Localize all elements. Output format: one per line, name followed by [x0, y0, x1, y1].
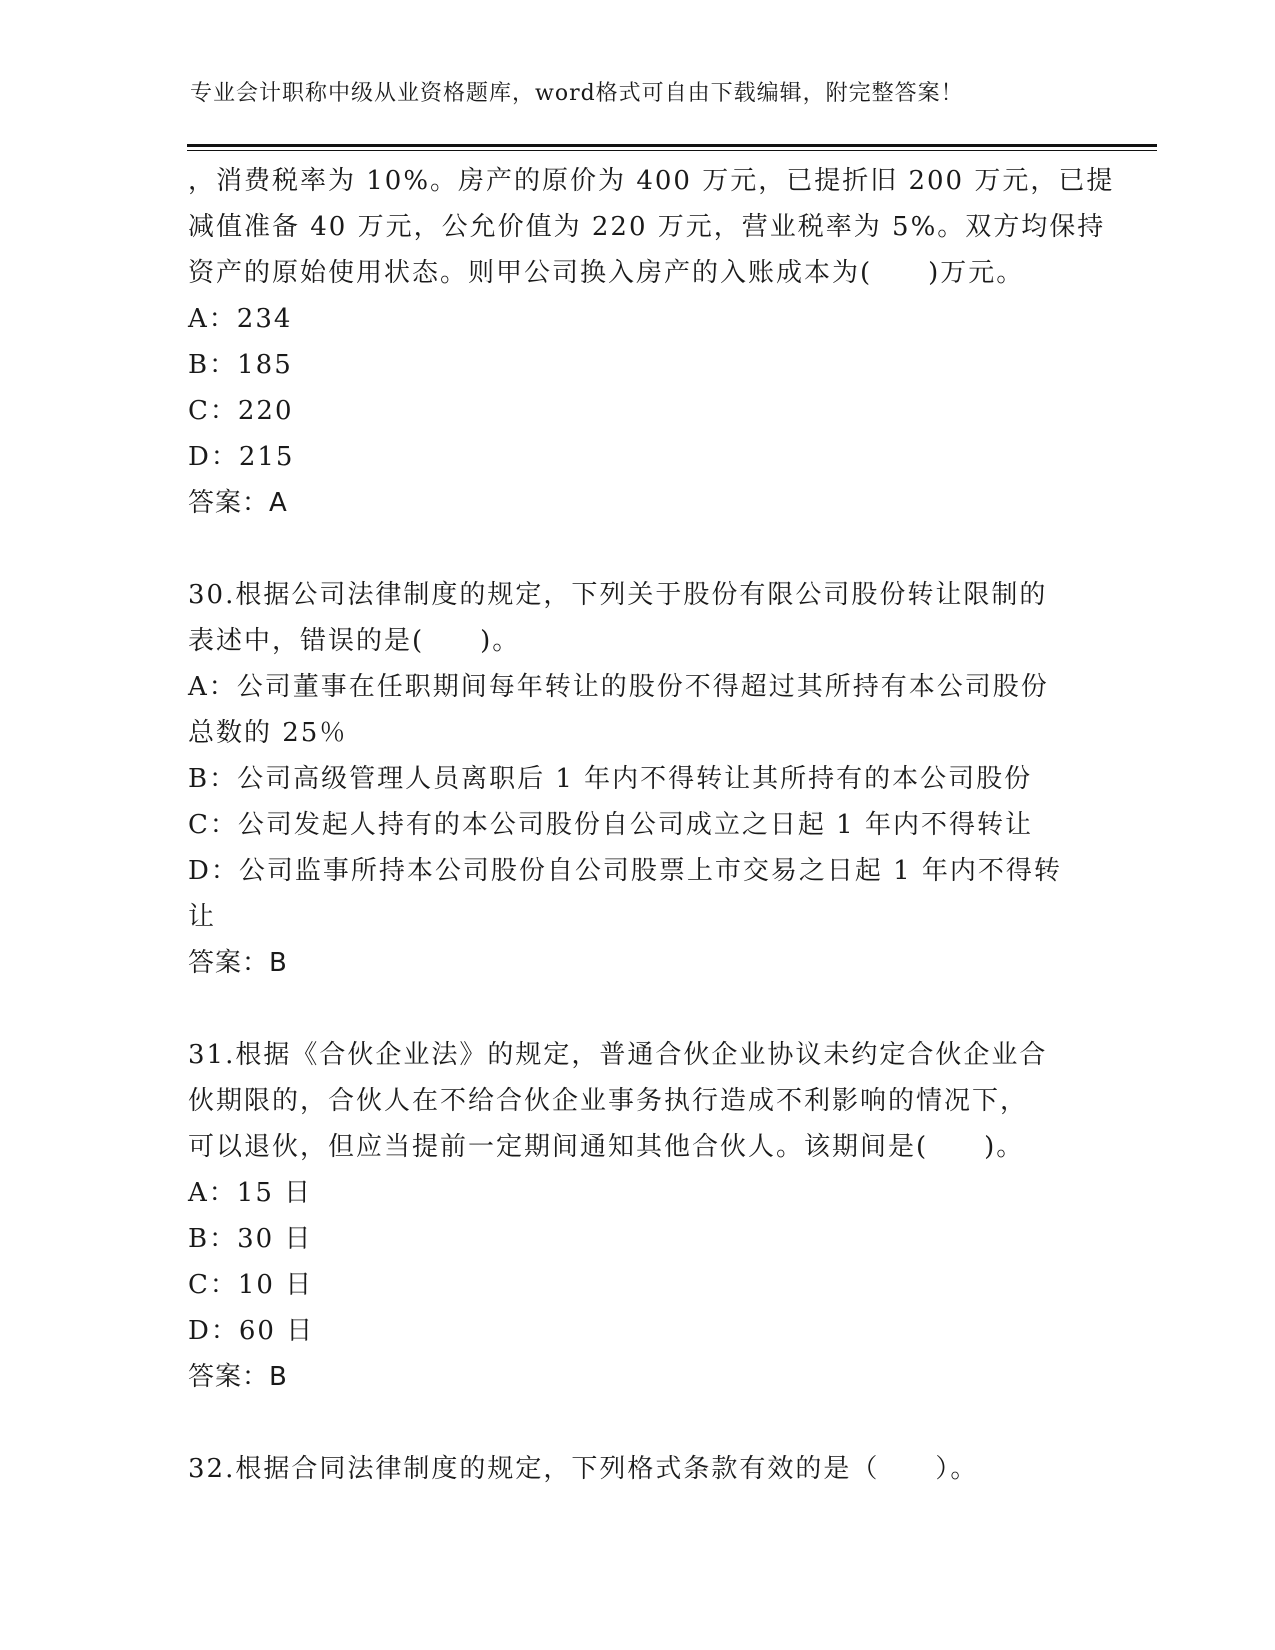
spacer	[188, 986, 1088, 1032]
option-a: A：15 日	[188, 1178, 313, 1208]
option-c: C：220	[188, 396, 294, 426]
spacer	[188, 1400, 1088, 1446]
option-c: C：公司发起人持有的本公司股份自公司成立之日起 1 年内不得转让	[188, 810, 1033, 840]
option-b: B：185	[188, 350, 293, 380]
option-a-continued: 总数的 25％	[188, 718, 348, 748]
option-b: B：30 日	[188, 1224, 313, 1254]
question-30	[188, 572, 1088, 986]
question-text-line: 30.根据公司法律制度的规定，下列关于股份有限公司股份转让限制的	[188, 580, 1048, 610]
spacer	[188, 526, 1088, 572]
answer-label: 答案：B	[188, 1362, 288, 1392]
page-header: 专业会计职称中级从业资格题库，word格式可自由下载编辑，附完整答案！	[190, 81, 964, 106]
question-31	[188, 1032, 1088, 1400]
option-d: D：公司监事所持本公司股份自公司股票上市交易之日起 1 年内不得转	[188, 856, 1062, 886]
question-text-line: 资产的原始使用状态。则甲公司换入房产的入账成本为( )万元。	[188, 258, 1025, 288]
option-a: A：公司董事在任职期间每年转让的股份不得超过其所持有本公司股份	[188, 672, 1049, 702]
page-body	[188, 158, 1115, 1492]
header-rule-thin	[187, 150, 1157, 151]
question-text-line: 表述中，错误的是( )。	[188, 626, 521, 656]
question-text-line: 伙期限的，合伙人在不给合伙企业事务执行造成不利影响的情况下，	[188, 1086, 1029, 1116]
option-d: D：215	[188, 442, 295, 472]
question-32	[188, 1446, 1088, 1492]
question-text-line: 31.根据《合伙企业法》的规定，普通合伙企业协议未约定合伙企业合	[188, 1040, 1048, 1070]
option-b: B：公司高级管理人员离职后 1 年内不得转让其所持有的本公司股份	[188, 764, 1033, 794]
option-d-continued: 让	[188, 902, 217, 932]
question-text-line: ，消费税率为 10%。房产的原价为 400 万元，已提折旧 200 万元，已提	[188, 166, 1115, 196]
option-a: A：234	[188, 304, 293, 334]
option-c: C：10 日	[188, 1270, 314, 1300]
answer-label: 答案：B	[188, 948, 288, 978]
option-d: D：60 日	[188, 1316, 315, 1346]
question-29-continued	[188, 158, 1115, 526]
question-text-line: 可以退伙，但应当提前一定期间通知其他合伙人。该期间是( )。	[188, 1132, 1025, 1162]
question-text-line: 减值准备 40 万元，公允价值为 220 万元，营业税率为 5%。双方均保持	[188, 212, 1106, 242]
answer-label: 答案：A	[188, 488, 288, 518]
header-rule-thick	[187, 144, 1157, 147]
question-text-line: 32.根据合同法律制度的规定，下列格式条款有效的是（ ）。	[188, 1454, 979, 1484]
